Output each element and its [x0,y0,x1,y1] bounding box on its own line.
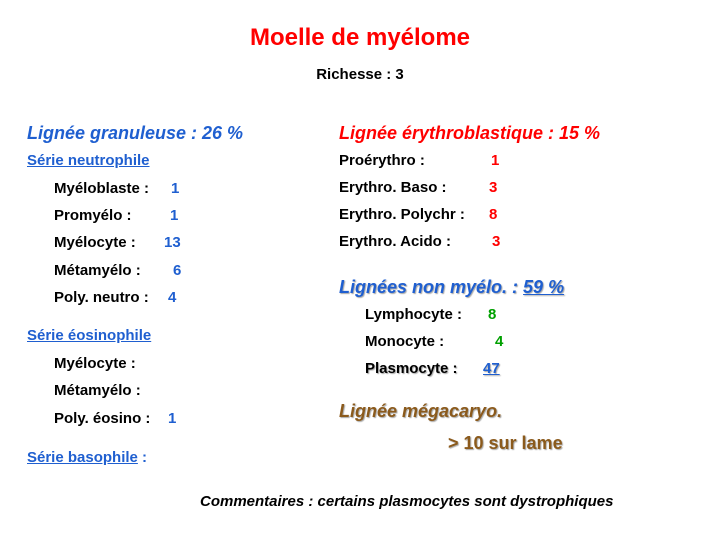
neutro-row [54,180,180,197]
neutro-row [54,262,182,279]
non-myelo-heading-prefix: Lignées non myélo. : [339,277,519,297]
eosino-value: 1 [168,410,177,427]
erythro-label: Proérythro : [339,152,425,169]
non-myelo-label: Lymphocyte : [365,306,462,323]
erythro-row [339,206,498,223]
richesse-subtitle: Richesse : 3 [316,66,404,83]
serie-neutrophile-title: Série neutrophile [27,152,150,169]
erythro-label: Erythro. Baso : [339,179,447,196]
non-myelo-row [365,306,497,323]
neutro-label: Myélocyte : [54,234,136,251]
serie-basophile [27,449,147,466]
erythro-row [339,233,501,250]
neutro-label: Myéloblaste : [54,180,150,197]
neutro-row [54,289,177,306]
granuleuse-heading: Lignée granuleuse : 26 % [27,123,244,143]
megacaryo-heading: Lignée mégacaryo. [339,401,503,421]
eosino-row [54,355,136,372]
non-myelo-row [365,360,500,377]
serie-basophile-title: Série basophile [27,449,138,466]
erythro-label: Erythro. Polychr : [339,206,465,223]
megacaryo-value: > 10 sur lame [448,433,563,453]
eosino-label: Poly. éosino : [54,410,151,427]
comment-text: Commentaires : certains plasmocytes sont dystrophiques [200,493,614,510]
neutro-value: 4 [168,289,177,306]
erythro-value: 1 [491,152,500,169]
neutro-value: 6 [173,262,182,279]
erythro-row [339,152,500,169]
serie-basophile-colon: : [142,449,148,466]
erythro-heading: Lignée érythroblastique : 15 % [339,123,601,143]
neutro-value: 1 [170,207,179,224]
neutro-value: 1 [171,180,180,197]
non-myelo-value: 47 [483,360,500,377]
non-myelo-label: Monocyte : [365,333,445,350]
neutro-row [54,234,181,251]
neutro-label: Métamyélo : [54,262,141,279]
non-myelo-row [365,333,504,350]
non-myelo-heading [339,277,564,298]
neutro-label: Poly. neutro : [54,289,149,306]
page-title: Moelle de myélome [249,24,471,51]
serie-eosinophile-title: Série éosinophile [27,327,152,344]
non-myelo-value: 4 [495,333,504,350]
eosino-label: Métamyélo : [54,382,141,399]
erythro-value: 3 [489,179,498,196]
non-myelo-percent: 59 % [523,277,565,297]
neutro-row [54,207,179,224]
erythro-value: 8 [489,206,498,223]
eosino-row [54,410,177,427]
erythro-row [339,179,498,196]
eosino-label: Myélocyte : [54,355,136,372]
non-myelo-value: 8 [488,306,497,323]
erythro-value: 3 [492,233,501,250]
neutro-label: Promyélo : [54,207,132,224]
eosino-row [54,382,141,399]
non-myelo-label: Plasmocyte : [365,360,458,377]
erythro-label: Erythro. Acido : [339,233,451,250]
neutro-value: 13 [164,234,181,251]
